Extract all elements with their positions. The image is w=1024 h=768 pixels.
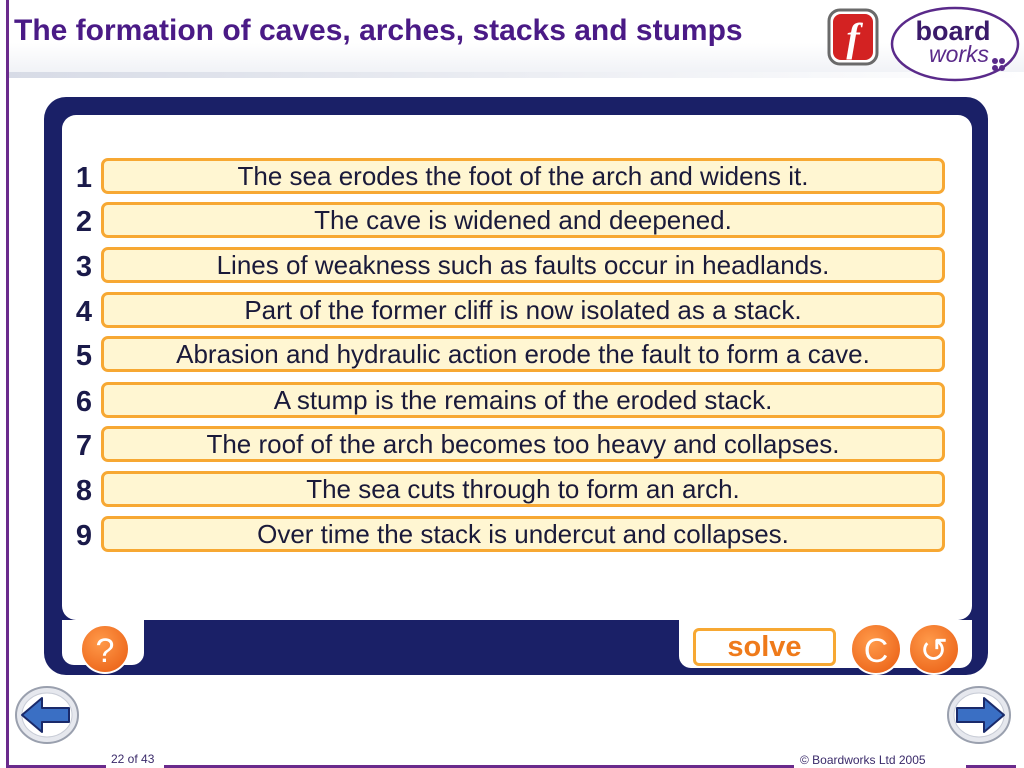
statement-card[interactable]: Abrasion and hydraulic action erode the fault to form a cave. — [101, 336, 945, 372]
undo-icon: ↺ — [919, 632, 949, 670]
forward-button[interactable] — [946, 685, 1012, 745]
row-number: 4 — [75, 296, 93, 328]
row-number: 9 — [75, 520, 93, 552]
solve-button[interactable]: solve — [693, 628, 836, 666]
page-title: The formation of caves, arches, stacks and stumps — [14, 14, 743, 47]
statement-card[interactable]: A stump is the remains of the eroded stack. — [101, 382, 945, 418]
left-border-rule — [6, 0, 9, 768]
help-button[interactable] — [80, 624, 130, 674]
boardworks-logo-bottom: works — [928, 41, 990, 67]
flash-logo-icon — [826, 7, 880, 67]
row-number: 7 — [75, 430, 93, 462]
statement-card[interactable]: Part of the former cliff is now isolated as a stack. — [101, 292, 945, 328]
forward-arrow-icon — [948, 687, 1010, 743]
statement-card[interactable]: The roof of the arch becomes too heavy and collapses. — [101, 426, 945, 462]
row-number: 3 — [75, 251, 93, 283]
row-number: 8 — [75, 475, 93, 507]
boardworks-logo-top: board — [915, 16, 991, 46]
boardworks-logo-icon — [889, 4, 1021, 82]
statement-card[interactable]: The sea cuts through to form an arch. — [101, 471, 945, 507]
row-number: 2 — [75, 206, 93, 238]
header-rule — [9, 72, 1024, 78]
statement-card[interactable]: The sea erodes the foot of the arch and widens it. — [101, 158, 945, 194]
question-mark-icon: ? — [95, 632, 115, 670]
clear-icon: C — [863, 632, 889, 670]
page-number: 22 of 43 — [111, 752, 155, 766]
row-number: 1 — [75, 162, 93, 194]
flash-letter: f — [846, 15, 860, 60]
statement-card[interactable]: The cave is widened and deepened. — [101, 202, 945, 238]
back-arrow-icon — [16, 687, 78, 743]
back-button[interactable] — [14, 685, 80, 745]
clear-button[interactable] — [850, 623, 902, 675]
copyright-notice: © Boardworks Ltd 2005 — [800, 753, 926, 767]
statement-card[interactable]: Over time the stack is undercut and collapses. — [101, 516, 945, 552]
row-number: 6 — [75, 386, 93, 418]
undo-button[interactable] — [908, 623, 960, 675]
statement-card[interactable]: Lines of weakness such as faults occur in headlands. — [101, 247, 945, 283]
row-number: 5 — [75, 340, 93, 372]
